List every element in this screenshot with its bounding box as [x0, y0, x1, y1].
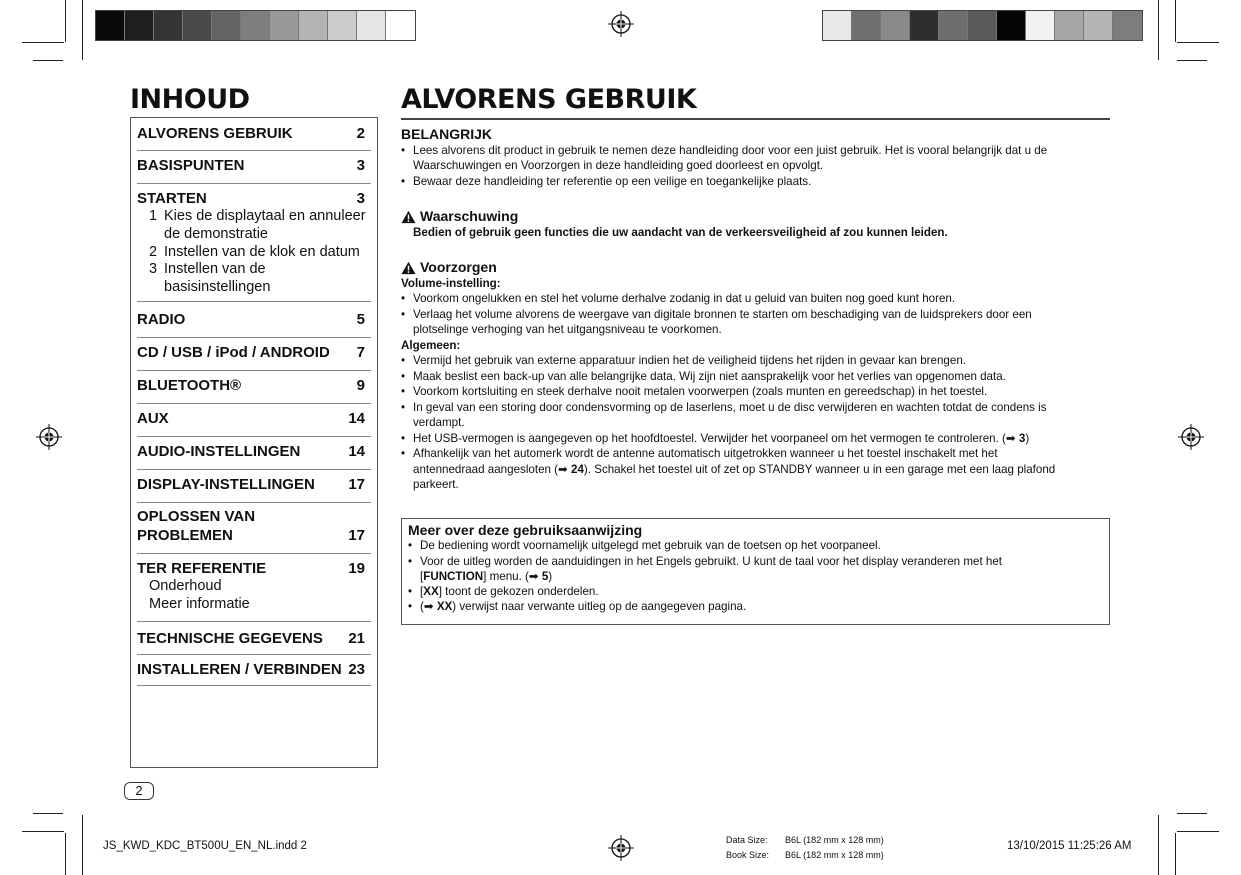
footer-data-size-value: B6L (182 mm x 128 mm): [785, 835, 884, 845]
registration-mark-icon: [608, 11, 634, 37]
toc-entry[interactable]: ALVORENS GEBRUIK 2: [137, 122, 371, 151]
subheading: Algemeen:: [401, 338, 461, 352]
list-item: • Lees alvorens dit product in gebruik te nemen deze handleiding door voor een juist gebruik. Het is vooral belangrijk dat u de Waarschuwingen en Voorzorgen in deze handleiding goed doorleest en opvolgt.: [401, 143, 1111, 174]
toc-entry[interactable]: TECHNISCHE GEGEVENS 21: [137, 622, 371, 655]
arrow-right-icon: ➡: [1005, 431, 1016, 445]
color-swatch: [1084, 11, 1113, 40]
toc-sub-number: 3: [149, 261, 158, 277]
color-swatch: [910, 11, 939, 40]
list-item: • Voorkom kortsluiting en steek derhalve nooit metalen voorwerpen (zoals munten en gereedschap) in het toestel.: [401, 384, 1111, 400]
belangrijk-section: [401, 127, 1111, 189]
toc-title: INHOUD: [130, 84, 250, 115]
page-reference[interactable]: 24: [571, 462, 584, 476]
section-heading: BELANGRIJK: [401, 126, 493, 142]
color-bars-right: [822, 10, 1143, 41]
toc-entry[interactable]: STARTEN 3 1 Kies de displaytaal en annuleer de demonstratie 2 Instellen van de klok en datum 3 Instellen van de basisinstellingen: [137, 184, 371, 302]
info-box: [401, 518, 1110, 625]
color-swatch: [1026, 11, 1055, 40]
page-reference[interactable]: 3: [1018, 431, 1026, 445]
color-swatch: [241, 11, 270, 40]
toc-sub-number: 2: [149, 244, 158, 260]
arrow-right-icon: ➡: [528, 569, 539, 583]
color-swatch: [939, 11, 968, 40]
color-swatch: [270, 11, 299, 40]
toc-entry[interactable]: OPLOSSEN VAN PROBLEMEN 17: [137, 503, 371, 554]
title-rule: [401, 118, 1110, 120]
color-swatch: [328, 11, 357, 40]
color-swatch: [1055, 11, 1084, 40]
list-item: • Afhankelijk van het automerk wordt de antenne automatisch uitgetrokken wanneer u het toestel inschakelt met het antennedraad aangesloten (➡ 24). Schakel het toestel uit of zet op STANDBY wanneer u in een garage met een laag plafond parkeert.: [401, 446, 1111, 493]
registration-mark-icon: [608, 835, 634, 861]
list-item: • [XX] toont de gekozen onderdelen.: [408, 584, 1103, 599]
list-item: • Het USB-vermogen is aangegeven op het hoofdtoestel. Verwijder het voorpaneel om het vermogen te controleren. (➡ 3): [401, 431, 1111, 447]
key-label: XX: [423, 585, 439, 599]
color-swatch: [881, 11, 910, 40]
registration-mark-icon: [36, 424, 62, 450]
toc-entry[interactable]: BLUETOOTH® 9: [137, 371, 371, 404]
footer-timestamp: 13/10/2015 11:25:26 AM: [1007, 840, 1132, 852]
subheading: Volume-instelling:: [401, 276, 501, 290]
list-item: • Voor de uitleg worden de aanduidingen in het Engels gebruikt. U kunt de taal voor het display veranderen met het [FUNCTION] menu. (➡ 5): [408, 554, 1103, 585]
color-swatch: [96, 11, 125, 40]
color-swatch: [125, 11, 154, 40]
list-item: • Voorkom ongelukken en stel het volume derhalve zodanig in dat u geluid van buiten nog goed kunt horen.: [401, 291, 1111, 307]
color-swatch: [997, 11, 1026, 40]
list-item: • De bediening wordt voornamelijk uitgelegd met gebruik van de toetsen op het voorpaneel.: [408, 538, 1103, 553]
toc-sub-item[interactable]: Instellen van de klok en datum: [164, 244, 360, 260]
warning-text: Bedien of gebruik geen functies die uw aandacht van de verkeersveiligheid af zou kunnen leiden.: [413, 225, 948, 239]
toc-sub-item: de demonstratie: [164, 226, 268, 242]
color-swatch: [386, 11, 415, 40]
toc-entry[interactable]: DISPLAY-INSTELLINGEN 17: [137, 470, 371, 503]
toc-entry[interactable]: CD / USB / iPod / ANDROID 7: [137, 338, 371, 371]
list-item: • Verlaag het volume alvorens de weergave van digitale bronnen te starten om beschadiging van de luidsprekers door een plotselinge verhoging van het uitgangsniveau te voorkomen.: [401, 307, 1111, 338]
color-swatch: [357, 11, 386, 40]
table-of-contents: [130, 117, 378, 768]
arrow-right-icon: ➡: [558, 462, 568, 476]
color-swatch: [212, 11, 241, 40]
list-item: • Bewaar deze handleiding ter referentie op een veilige en toegankelijke plaats.: [401, 174, 1111, 190]
footer-filename: JS_KWD_KDC_BT500U_EN_NL.indd 2: [103, 840, 307, 852]
toc-sub-item[interactable]: Instellen van de: [164, 261, 266, 277]
toc-entry[interactable]: AUDIO-INSTELLINGEN 14: [137, 437, 371, 470]
color-swatch: [968, 11, 997, 40]
toc-sub-item[interactable]: Kies de displaytaal en annuleer: [164, 208, 366, 224]
list-item: • In geval van een storing door condensvorming op de laserlens, moet u de disc verwijderen en wachten totdat de condens is verdampt.: [401, 400, 1111, 431]
color-swatch: [852, 11, 881, 40]
color-swatch: [299, 11, 328, 40]
warning-icon: [401, 261, 416, 275]
footer-data-size-label: Data Size:: [726, 835, 768, 845]
warning-icon: [401, 210, 416, 224]
list-item: • Maak beslist een back-up van alle belangrijke data. Wij zijn niet aansprakelijk voor het verlies van opgenomen data.: [401, 369, 1111, 385]
info-box-title: Meer over deze gebruiksaanwijzing: [408, 522, 643, 538]
toc-entry[interactable]: INSTALLEREN / VERBINDEN 23: [137, 655, 371, 686]
toc-entry[interactable]: RADIO 5: [137, 302, 371, 338]
toc-sub-item[interactable]: Onderhoud: [149, 578, 222, 594]
key-label: FUNCTION: [423, 569, 484, 583]
voorzorgen-section: [401, 260, 1111, 493]
toc-entry[interactable]: TER REFERENTIE 19 Onderhoud Meer informatie: [137, 554, 371, 622]
toc-sub-number: 1: [149, 208, 158, 224]
list-item: • (➡ XX) verwijst naar verwante uitleg op de aangegeven pagina.: [408, 599, 1103, 614]
color-swatch: [823, 11, 852, 40]
arrow-right-icon: ➡: [423, 600, 434, 614]
page-reference: XX: [436, 600, 453, 614]
page-title: ALVORENS GEBRUIK: [401, 84, 697, 115]
footer-book-size-label: Book Size:: [726, 850, 770, 860]
warning-heading: Waarschuwing: [401, 209, 1111, 225]
page-reference[interactable]: 5: [541, 569, 549, 583]
color-swatch: [183, 11, 212, 40]
toc-sub-item: basisinstellingen: [164, 279, 271, 295]
waarschuwing-section: [401, 209, 1111, 240]
footer-book-size-value: B6L (182 mm x 128 mm): [785, 850, 884, 860]
list-item: • Vermijd het gebruik van externe apparatuur indien het de veiligheid tijdens het rijden in gevaar kan brengen.: [401, 353, 1111, 369]
toc-entry[interactable]: AUX 14: [137, 404, 371, 437]
page-number: 2: [124, 782, 154, 800]
color-swatch: [154, 11, 183, 40]
color-bars-left: [95, 10, 416, 41]
color-swatch: [1113, 11, 1142, 40]
caution-heading: Voorzorgen: [401, 260, 1111, 276]
toc-entry[interactable]: BASISPUNTEN 3: [137, 151, 371, 184]
toc-sub-item[interactable]: Meer informatie: [149, 596, 250, 612]
registration-mark-icon: [1178, 424, 1204, 450]
